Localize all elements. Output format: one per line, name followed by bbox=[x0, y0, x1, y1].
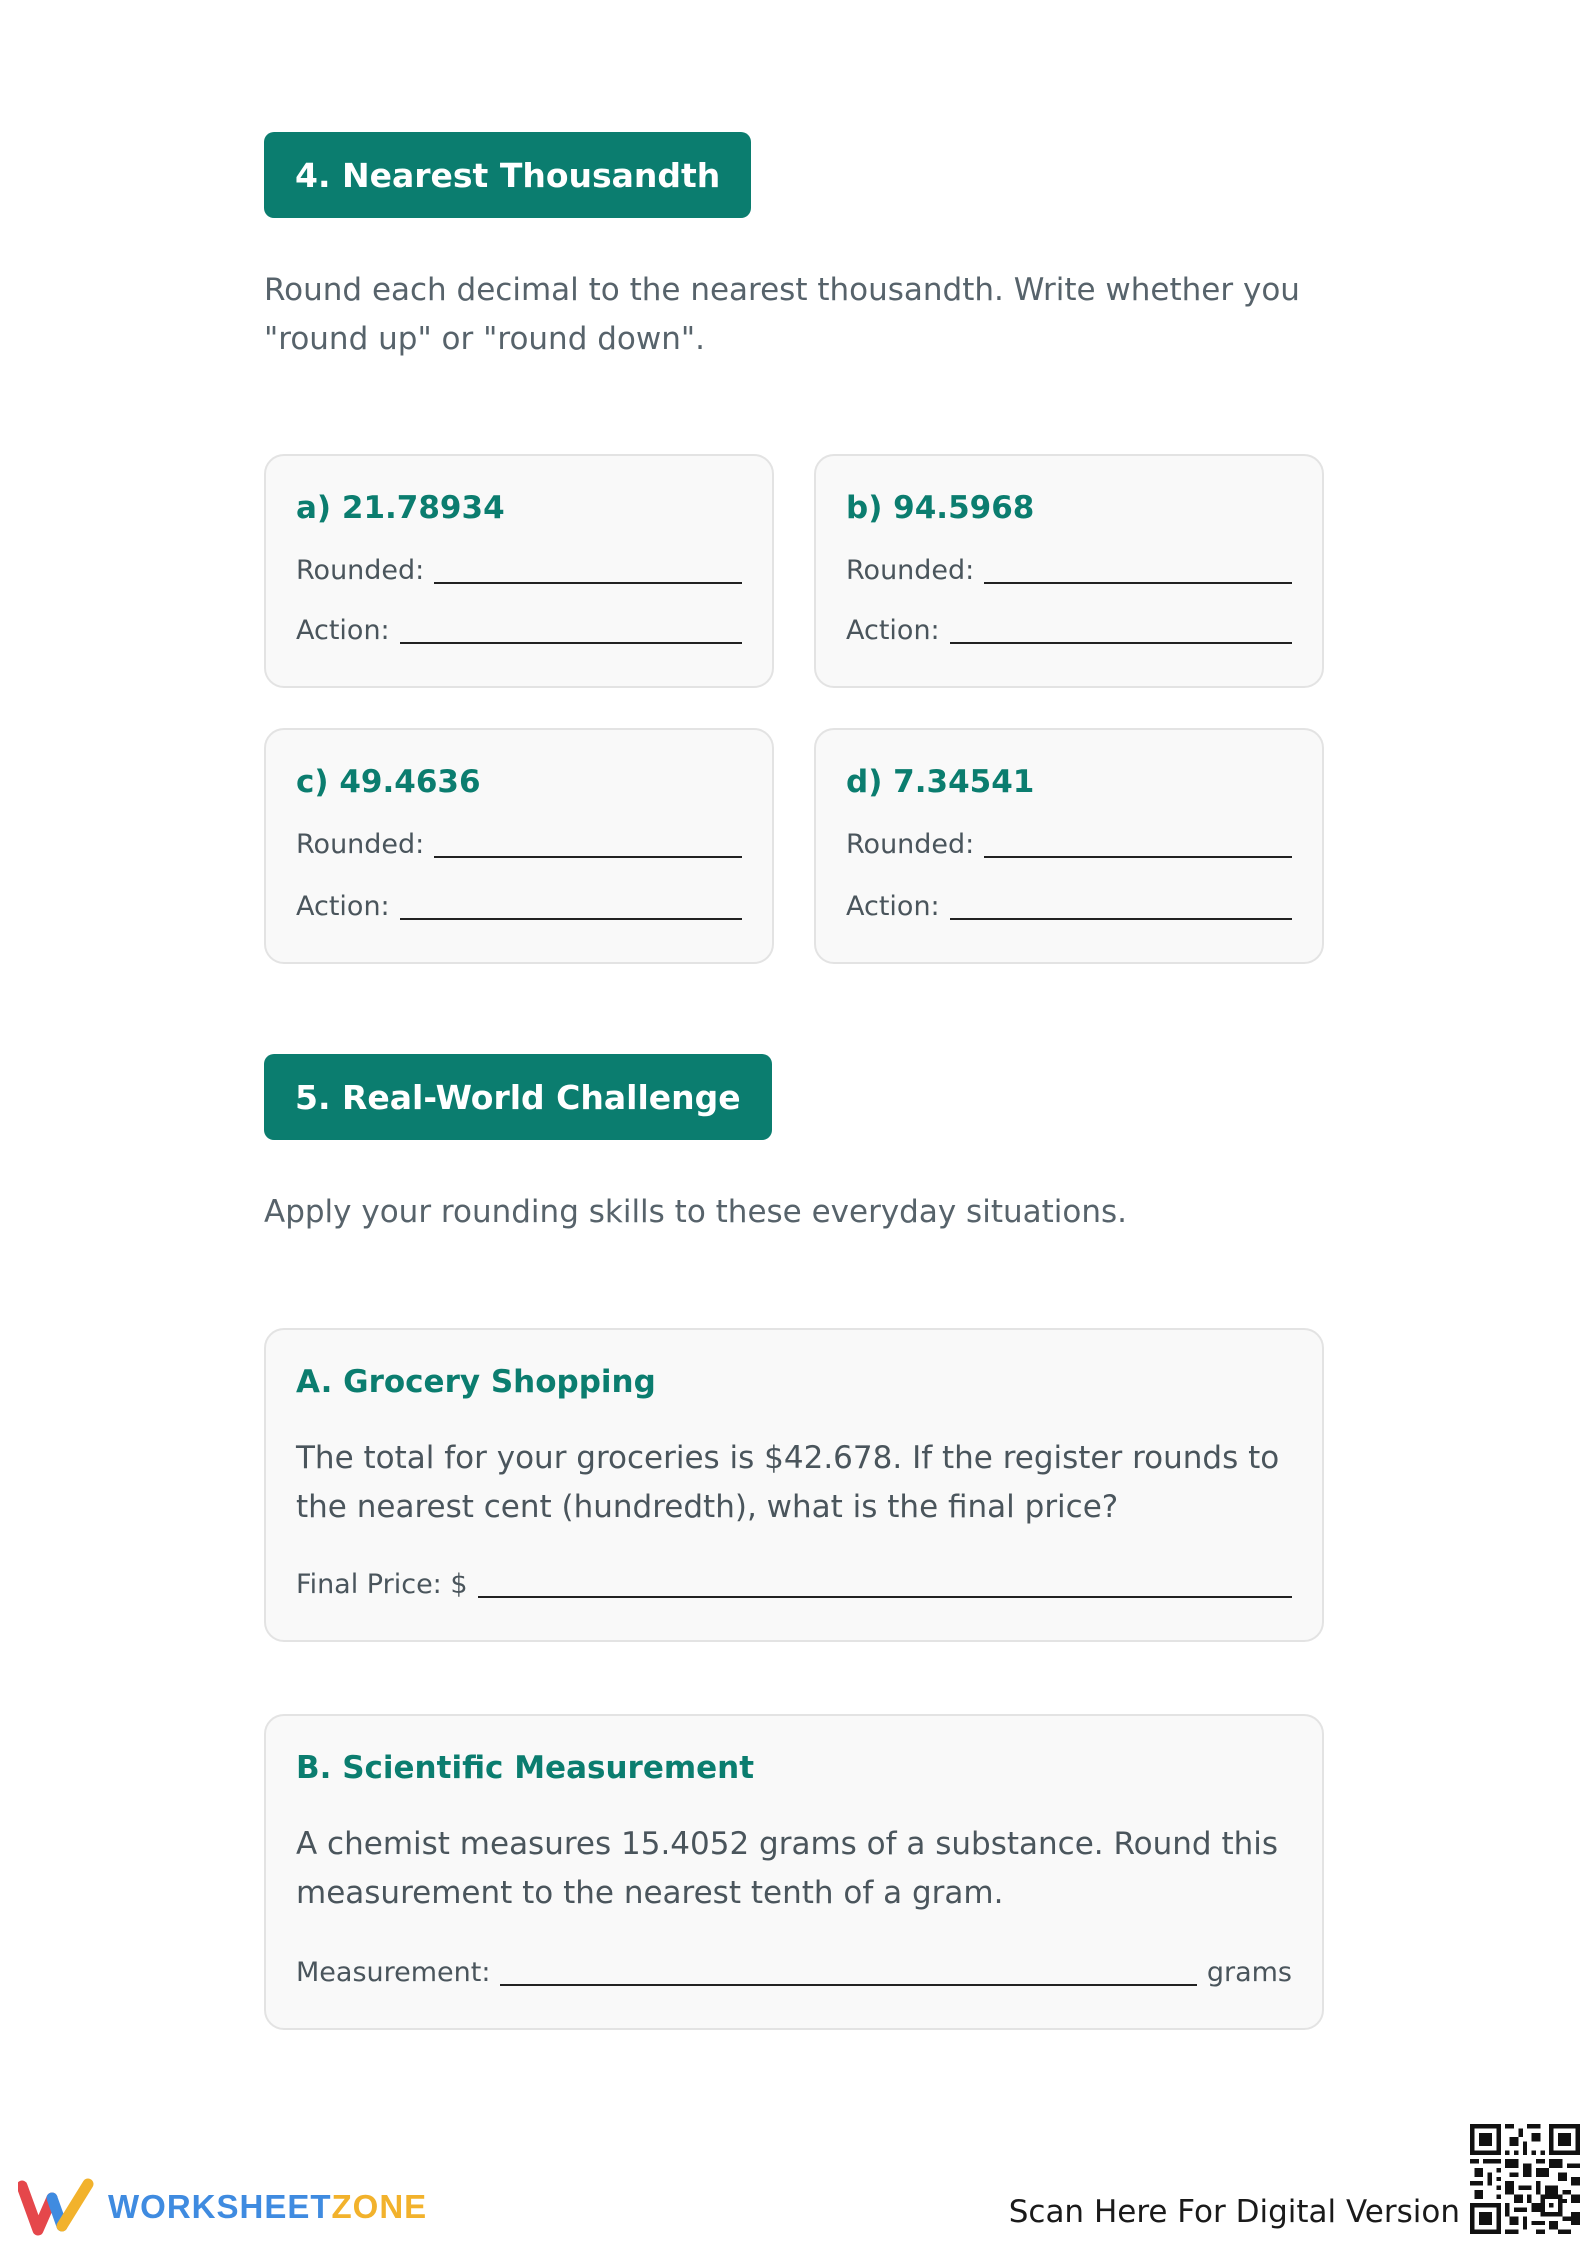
challenge-title: B. Scientific Measurement bbox=[296, 1750, 755, 1786]
action-answer-line[interactable] bbox=[400, 916, 742, 920]
section-5-header bbox=[264, 1054, 772, 1140]
worksheetzone-logo-icon bbox=[18, 2178, 94, 2236]
final-price-label: Final Price: $ bbox=[296, 1569, 468, 1600]
problem-card-c bbox=[264, 728, 774, 964]
final-price-answer-line[interactable] bbox=[478, 1594, 1292, 1598]
challenge-text: The total for your groceries is $42.678. If the register rounds to the nearest cent (hundredth), what is the final price? bbox=[296, 1440, 1280, 1525]
challenge-card-grocery bbox=[264, 1328, 1324, 1642]
problem-label: a) 21.78934 bbox=[296, 490, 505, 526]
qr-code-icon[interactable] bbox=[1470, 2124, 1580, 2234]
brand-name-part2: ZONE bbox=[331, 2188, 428, 2225]
measurement-field[interactable] bbox=[296, 1958, 1292, 1988]
rounded-field[interactable] bbox=[846, 830, 1292, 860]
section-5-title: 5. Real-World Challenge bbox=[295, 1077, 741, 1117]
rounded-label: Rounded: bbox=[296, 555, 425, 586]
measurement-answer-line[interactable] bbox=[500, 1982, 1196, 1986]
measurement-label: Measurement: bbox=[296, 1957, 491, 1988]
action-answer-line[interactable] bbox=[400, 640, 742, 644]
problem-card-b bbox=[814, 454, 1324, 688]
rounded-answer-line[interactable] bbox=[434, 854, 742, 858]
action-label: Action: bbox=[296, 891, 390, 922]
measurement-unit: grams bbox=[1206, 1957, 1292, 1988]
action-field[interactable] bbox=[296, 616, 742, 646]
brand-name bbox=[108, 2188, 427, 2226]
worksheetzone-logo bbox=[18, 2178, 427, 2236]
rounded-field[interactable] bbox=[846, 556, 1292, 586]
action-answer-line[interactable] bbox=[950, 916, 1292, 920]
action-answer-line[interactable] bbox=[950, 640, 1292, 644]
challenge-card-measurement bbox=[264, 1714, 1324, 2030]
brand-name-part1: WORKSHEET bbox=[108, 2188, 332, 2225]
rounded-answer-line[interactable] bbox=[984, 580, 1292, 584]
rounded-answer-line[interactable] bbox=[434, 580, 742, 584]
rounded-label: Rounded: bbox=[296, 829, 425, 860]
problem-label: d) 7.34541 bbox=[846, 764, 1035, 800]
section-4-title: 4. Nearest Thousandth bbox=[295, 155, 721, 195]
problem-label: b) 94.5968 bbox=[846, 490, 1035, 526]
action-field[interactable] bbox=[846, 616, 1292, 646]
rounded-answer-line[interactable] bbox=[984, 854, 1292, 858]
action-label: Action: bbox=[846, 615, 940, 646]
section-5-instructions: Apply your rounding skills to these everyday situations. bbox=[264, 1194, 1128, 1230]
action-field[interactable] bbox=[296, 892, 742, 922]
section-4-instructions: Round each decimal to the nearest thousandth. Write whether you "round up" or "round down". bbox=[264, 272, 1300, 357]
scan-here-text: Scan Here For Digital Version bbox=[1008, 2194, 1460, 2230]
rounded-label: Rounded: bbox=[846, 555, 975, 586]
challenge-text: A chemist measures 15.4052 grams of a substance. Round this measurement to the nearest tenth of a gram. bbox=[296, 1826, 1279, 1911]
challenge-title: A. Grocery Shopping bbox=[296, 1364, 656, 1400]
section-4-header bbox=[264, 132, 751, 218]
problem-card-d bbox=[814, 728, 1324, 964]
problem-label: c) 49.4636 bbox=[296, 764, 481, 800]
rounded-field[interactable] bbox=[296, 556, 742, 586]
final-price-field[interactable] bbox=[296, 1570, 1292, 1600]
rounded-field[interactable] bbox=[296, 830, 742, 860]
rounded-label: Rounded: bbox=[846, 829, 975, 860]
action-field[interactable] bbox=[846, 892, 1292, 922]
action-label: Action: bbox=[296, 615, 390, 646]
problem-card-a bbox=[264, 454, 774, 688]
action-label: Action: bbox=[846, 891, 940, 922]
